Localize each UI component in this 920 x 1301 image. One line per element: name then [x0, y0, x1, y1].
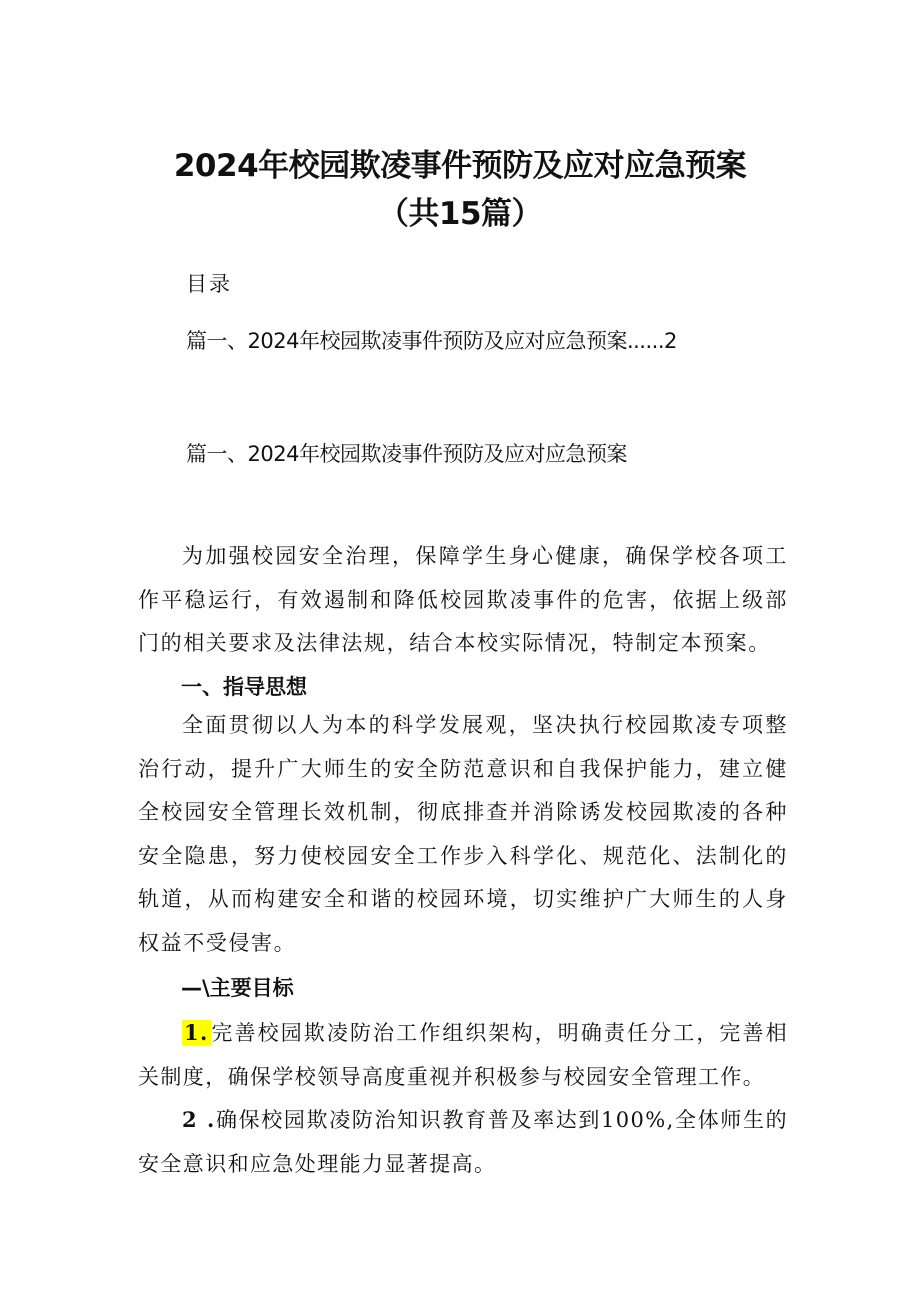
document-subtitle: （共15篇）	[377, 196, 543, 232]
toc-label: 目录	[186, 272, 232, 296]
goal-number-highlight: 1.	[184, 1020, 209, 1045]
goal-number: 2 .	[182, 1107, 216, 1132]
guide-paragraph: 全面贯彻以人为本的科学发展观，坚决执行校园欺凌专项整治行动，提升广大师生的安全防范意识和自我保护能力，建立健全校园安全管理长效机制，彻底排查并消除诱发校园欺凌的各种安全隐患，努力使校园安全工作步入科学化、规范化、法制化的轨道，从而构建安全和谐的校园环境，切实维护广大师生的人身权益不受侵害。	[138, 713, 788, 955]
section-heading: 篇一、2024年校园欺凌事件预防及应对应急预案	[186, 442, 627, 466]
heading-main-goals: —\主要目标	[181, 976, 294, 1000]
goal-text: 确保校园欺凌防治知识教育普及率达到100%,全体师生的安全意识和应急处理能力显著提高。	[138, 1108, 788, 1176]
goal-item-2	[138, 1098, 788, 1186]
goal-text: 完善校园欺凌防治工作组织架构，明确责任分工，完善相关制度，确保学校领导高度重视并积极参与校园安全管理工作。	[138, 1021, 788, 1089]
toc-entry-1[interactable]: 篇一、2024年校园欺凌事件预防及应对应急预案......2	[186, 329, 677, 353]
document-title: 2024年校园欺凌事件预防及应对应急预案	[173, 148, 747, 184]
intro-paragraph: 为加强校园安全治理，保障学生身心健康，确保学校各项工作平稳运行，有效遏制和降低校园欺凌事件的危害，依据上级部门的相关要求及法律法规，结合本校实际情况，特制定本预案。	[138, 544, 788, 655]
heading-guiding-thought: 一、指导思想	[181, 675, 307, 699]
goal-item-1	[138, 1011, 788, 1099]
